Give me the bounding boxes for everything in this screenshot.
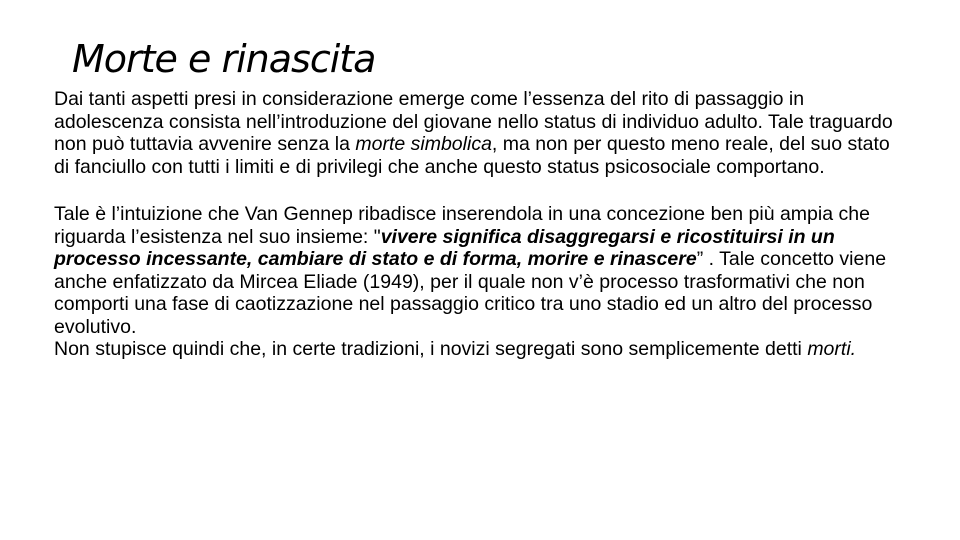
paragraph-van-gennep [54, 203, 904, 338]
paragraph-novices [54, 338, 904, 361]
van-gennep-quote: vivere significa disaggregarsi e ricostituirsi in un processo incessante, cambiare di stato e di forma, morire e rinascere [54, 225, 835, 270]
slide-title: Morte e rinascita [72, 37, 376, 81]
paragraph-1-text-a: Dai tanti aspetti presi in considerazione emerge come l’essenza del rito di passaggio in adolescenza consista nell’introduzione del giovane nello status di individuo adulto. Tale traguardo non può tuttavia avvenire senza la [54, 88, 893, 155]
paragraph-1-text-c: , ma non per questo meno reale, del suo stato di fanciullo con tutti i limiti e di privilegi che anche questo status psicosociale comportano. [54, 133, 890, 178]
paragraph-2-text-a: Tale è l’intuizione che Van Gennep ribadisce inserendola in una concezione ben più ampia che riguarda l’esistenza nel suo insieme: " [54, 203, 870, 248]
paragraph-3-text-a: Non stupisce quindi che, in certe tradizioni, i novizi segregati sono semplicemente detti [54, 338, 808, 360]
paragraph-2-text-c: ” . Tale concetto viene anche enfatizzato da Mircea Eliade (1949), per il quale non v’è processo trasformativi che non comporti una fase di caotizzazione nel passaggio critico tra uno stadio ed un altro del processo evolutivo. [54, 248, 887, 338]
slide-body [54, 88, 904, 361]
paragraph-rite-of-passage [54, 88, 904, 178]
paragraph-3-italic-term: morti. [807, 338, 857, 360]
paragraph-1-italic-term: morte simbolica [355, 133, 492, 155]
